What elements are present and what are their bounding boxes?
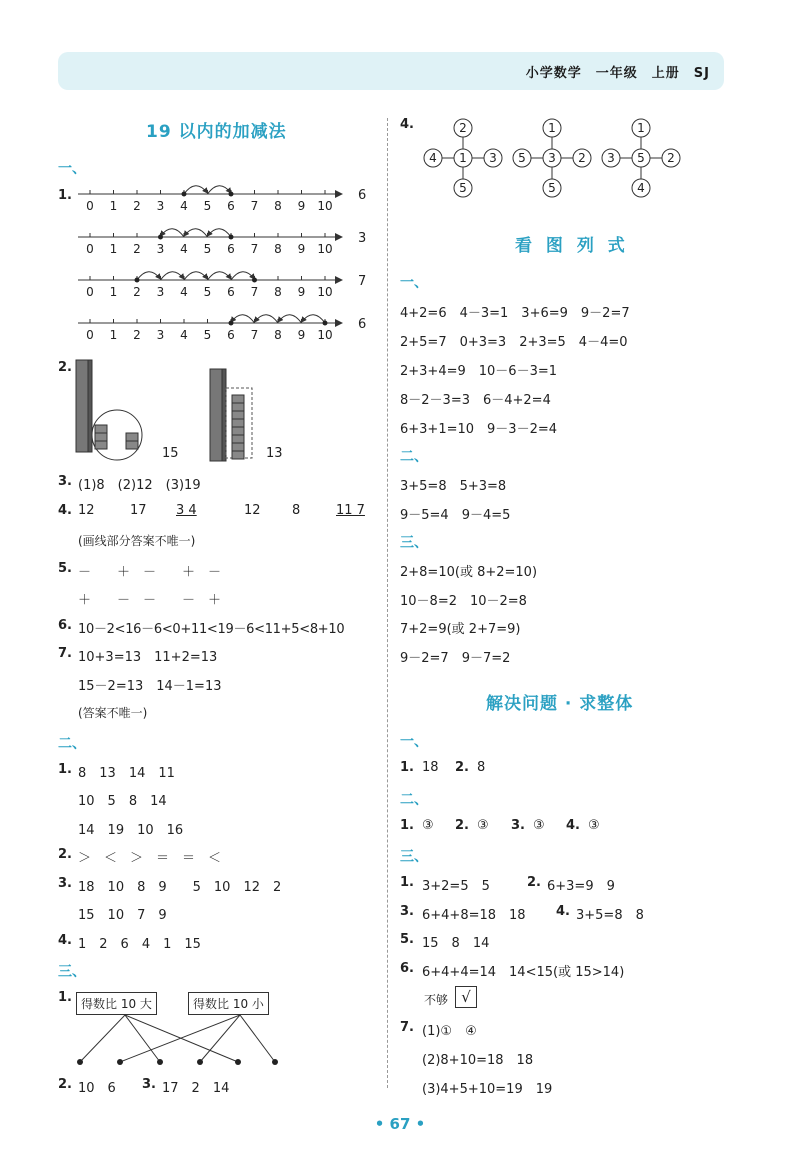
t3-l2-n1: 3. (400, 904, 414, 919)
puzzle-node-label: 2 (578, 151, 586, 165)
column-divider (387, 118, 388, 1088)
puzzle-node-label: 2 (667, 151, 675, 165)
tick-label: 1 (109, 285, 118, 299)
ten-rod-2 (210, 369, 222, 461)
tick-label: 6 (227, 242, 235, 256)
r-s3-line4: 9－2=7 9－7=2 (400, 651, 511, 666)
t3-s2-n3: 3. (511, 818, 525, 833)
p2-q2-number: 2. (58, 847, 72, 862)
tick-label: 1 (109, 199, 118, 213)
section-title-addition: 19 以内的加减法 (146, 122, 287, 142)
tick-label: 2 (133, 242, 141, 256)
t3-part-one-label: 一、 (400, 734, 428, 750)
number-lines (70, 178, 380, 348)
p2-q1-line1: 8 13 14 11 (78, 766, 175, 781)
r-s2-line1: 3+5=8 5+3=8 (400, 479, 507, 494)
tick-label: 9 (297, 328, 306, 342)
part-one-label: 一、 (58, 161, 86, 177)
tick-label: 0 (86, 328, 94, 342)
r-s3-line1: 2+8=10(或 8+2=10) (400, 565, 538, 580)
t3-l3-a1: 15 8 14 (422, 936, 490, 951)
section-title-whole: 解决问题 · 求整体 (486, 694, 634, 714)
q2-number: 2. (58, 360, 72, 375)
t3-l4-a1: 6+4+4=14 14<15(或 15>14) (422, 965, 625, 980)
puzzle-node-label: 5 (637, 151, 645, 165)
puzzle-node-label: 4 (429, 151, 437, 165)
tick-label: 3 (156, 242, 165, 256)
q7-number: 7. (58, 646, 72, 661)
tick-label: 9 (297, 285, 306, 299)
t3-l2-n2: 4. (556, 904, 570, 919)
section-title-picture-equations: 看 图 列 式 (515, 236, 629, 256)
tick-label: 1 (109, 328, 118, 342)
jump-arc (302, 315, 326, 323)
tick-label: 4 (180, 285, 188, 299)
matching-lines (70, 1012, 300, 1072)
jump-arc (208, 272, 232, 280)
tick-label: 10 (317, 285, 333, 299)
t3-s2-n2: 2. (455, 818, 469, 833)
not-enough-label: 不够 (424, 993, 449, 1007)
t3-l1-a1: 3+2=5 5 (422, 879, 490, 894)
tick-label: 4 (180, 328, 188, 342)
t3-l4-n1: 6. (400, 961, 414, 976)
r-part-three-label: 三、 (400, 535, 428, 551)
r-q4-number: 4. (400, 117, 414, 132)
box-less-than-10: 得数比 10 小 (188, 992, 269, 1015)
p2-q1-number: 1. (58, 762, 72, 777)
r-s1-line1: 4+2=6 4－3=1 3+6=9 9－2=7 (400, 306, 630, 321)
page-number: • 67 • (374, 1115, 426, 1133)
box-greater-than-10: 得数比 10 大 (76, 992, 157, 1015)
puzzle-node-label: 1 (637, 121, 645, 135)
q7-line1: 10+3=13 11+2=13 (78, 650, 218, 665)
q4-v4: 12 (244, 503, 261, 518)
tick-label: 0 (86, 242, 94, 256)
t3-part-three-label: 三、 (400, 849, 428, 865)
tick-label: 5 (203, 328, 212, 342)
tick-label: 2 (133, 285, 141, 299)
match-dot (157, 1059, 163, 1065)
tick-label: 5 (203, 242, 212, 256)
number-line-dot (229, 192, 234, 197)
t3-s2-n4: 4. (566, 818, 580, 833)
tick-label: 7 (250, 199, 259, 213)
t3-s2-a1: ③ (422, 818, 434, 833)
r-s1-line3: 2+3+4=9 10－6－3=1 (400, 364, 558, 379)
jump-arc (278, 315, 302, 323)
p2-q1-line3: 14 19 10 16 (78, 823, 184, 838)
number-line-dot (252, 278, 257, 283)
t3-s2-n1: 1. (400, 818, 414, 833)
match-dot (77, 1059, 83, 1065)
t3-l1-n1: 1. (400, 875, 414, 890)
t3-l3-n1: 5. (400, 932, 414, 947)
p2-q4-answer: 1 2 6 4 1 15 (78, 937, 201, 952)
tick-label: 1 (109, 242, 118, 256)
tick-label: 4 (180, 242, 188, 256)
t3-s1-n1: 1. (400, 760, 414, 775)
tick-label: 7 (250, 328, 259, 342)
tick-label: 6 (227, 328, 235, 342)
jump-arc (231, 272, 255, 280)
jump-arc (161, 272, 185, 280)
r-part-two-label: 二、 (400, 449, 428, 465)
t3-l2-a1: 6+4+8=18 18 (422, 908, 526, 923)
part-two-label: 二、 (58, 736, 86, 752)
jump-arc (184, 186, 208, 194)
r-s2-line2: 9－5=4 9－4=5 (400, 508, 511, 523)
number-line-dot (229, 321, 234, 326)
r-s3-line2: 10－8=2 10－2=8 (400, 594, 527, 609)
ten-rod-1 (76, 360, 88, 452)
t3-s2-a4: ③ (588, 818, 600, 833)
q4-number: 4. (58, 503, 72, 518)
circle-number-puzzles (418, 112, 700, 204)
t3-s1-n2: 2. (455, 760, 469, 775)
q5-number: 5. (58, 561, 72, 576)
p2-q2-answer: ＞ ＜ ＞ ＝ ＝ ＜ (78, 851, 222, 866)
tick-label: 2 (133, 328, 141, 342)
q3-answer: (1)8 (2)12 (3)19 (78, 478, 201, 493)
r-s1-line4: 8－2－3=3 6－4+2=4 (400, 393, 551, 408)
q1-answer-1: 6 (358, 188, 367, 203)
tick-label: 4 (180, 199, 188, 213)
tick-label: 6 (227, 199, 235, 213)
tick-label: 10 (317, 328, 333, 342)
t3-l6-n1: 7. (400, 1020, 414, 1035)
t3-l1-a2: 6+3=9 9 (547, 879, 615, 894)
part-three-label: 三、 (58, 964, 86, 980)
tick-label: 3 (156, 199, 165, 213)
jump-arc (137, 272, 161, 280)
tick-label: 9 (297, 242, 306, 256)
tick-label: 7 (250, 242, 259, 256)
match-dot (235, 1059, 241, 1065)
q1-answer-2: 3 (358, 231, 367, 246)
p3-q3-answer: 17 2 14 (162, 1081, 230, 1096)
q6-number: 6. (58, 618, 72, 633)
tick-label: 0 (86, 285, 94, 299)
tick-label: 10 (317, 199, 333, 213)
t3-l7: (2)8+10=18 18 (422, 1053, 534, 1068)
r-s1-line2: 2+5=7 0+3=3 2+3=5 4－4=0 (400, 335, 628, 350)
q4-v1: 12 (78, 503, 95, 518)
q4-v2: 17 (130, 503, 147, 518)
q2-answer-b: 13 (266, 446, 283, 461)
number-line-dot (323, 321, 328, 326)
jump-arc (161, 229, 185, 237)
r-s1-line5: 6+3+1=10 9－3－2=4 (400, 422, 558, 437)
puzzle-node-label: 3 (548, 151, 556, 165)
match-dot (272, 1059, 278, 1065)
tick-label: 3 (156, 285, 165, 299)
puzzle-node-label: 3 (607, 151, 615, 165)
number-line-dot (158, 235, 163, 240)
tick-label: 10 (317, 242, 333, 256)
p3-q2-number: 2. (58, 1077, 72, 1092)
q4-note: (画线部分答案不唯一) (78, 534, 196, 548)
q4-v6: 11 7 (336, 503, 365, 518)
puzzle-node-label: 1 (459, 151, 467, 165)
t3-l8: (3)4+5+10=19 19 (422, 1082, 553, 1097)
q7-line2: 15－2=13 14－1=13 (78, 679, 222, 694)
r-part-one-label: 一、 (400, 275, 428, 291)
checkmark-box: √ (455, 986, 477, 1008)
number-line-dot (135, 278, 140, 283)
puzzle-node-label: 1 (548, 121, 556, 135)
t3-s2-a2: ③ (477, 818, 489, 833)
tick-label: 8 (274, 285, 282, 299)
t3-l1-n2: 2. (527, 875, 541, 890)
jump-arc (184, 229, 208, 237)
q4-v3: 3 4 (176, 503, 197, 518)
q1-answer-4: 6 (358, 317, 367, 332)
q5-line1: － ＋ － ＋ － (78, 565, 222, 580)
tick-label: 2 (133, 199, 141, 213)
tick-label: 0 (86, 199, 94, 213)
puzzle-node-label: 5 (459, 181, 467, 195)
puzzle-node-label: 4 (637, 181, 645, 195)
p3-q3-number: 3. (142, 1077, 156, 1092)
r-s3-line3: 7+2=9(或 2+7=9) (400, 622, 521, 637)
p2-q3-number: 3. (58, 876, 72, 891)
p2-q4-number: 4. (58, 933, 72, 948)
q1-number: 1. (58, 188, 72, 203)
tick-label: 7 (250, 285, 259, 299)
t3-s1-a2: 8 (477, 760, 486, 775)
q4-v5: 8 (292, 503, 301, 518)
p2-q3-line2: 15 10 7 9 (78, 908, 167, 923)
q1-answer-3: 7 (358, 274, 367, 289)
jump-arc (184, 272, 208, 280)
p2-q3-line1: 18 10 8 9 5 10 12 2 (78, 880, 282, 895)
t3-part-two-label: 二、 (400, 792, 428, 808)
t3-l2-a2: 3+5=8 8 (576, 908, 644, 923)
jump-arc (231, 315, 255, 323)
q3-number: 3. (58, 474, 72, 489)
jump-arc (208, 186, 232, 194)
unit-block-group-1 (95, 425, 107, 449)
tick-label: 3 (156, 328, 165, 342)
tick-label: 5 (203, 199, 212, 213)
tick-label: 8 (274, 199, 282, 213)
header-title: 小学数学 一年级 上册 SJ (525, 66, 710, 81)
puzzle-node-label: 5 (518, 151, 526, 165)
match-dot (197, 1059, 203, 1065)
puzzle-node-label: 3 (489, 151, 497, 165)
tick-label: 8 (274, 242, 282, 256)
puzzle-node-label: 2 (459, 121, 467, 135)
t3-s1-a1: 18 (422, 760, 439, 775)
t3-s2-a3: ③ (533, 818, 545, 833)
q2-answer-a: 15 (162, 446, 179, 461)
number-line-dot (229, 235, 234, 240)
jump-arc (255, 315, 279, 323)
t3-l6-a1: (1)① ④ (422, 1024, 477, 1039)
p3-q1-number: 1. (58, 990, 72, 1005)
match-dot (117, 1059, 123, 1065)
p2-q1-line2: 10 5 8 14 (78, 794, 167, 809)
tick-label: 6 (227, 285, 235, 299)
q7-note: (答案不唯一) (78, 706, 148, 720)
q5-line2: ＋ － － － ＋ (78, 593, 222, 608)
jump-arc (208, 229, 232, 237)
puzzle-node-label: 5 (548, 181, 556, 195)
q6-answer: 10－2<16－6<0+11<19－6<11+5<8+10 (78, 622, 345, 637)
number-line-dot (182, 192, 187, 197)
tick-label: 9 (297, 199, 306, 213)
p3-q2-answer: 10 6 (78, 1081, 116, 1096)
tick-label: 8 (274, 328, 282, 342)
tick-label: 5 (203, 285, 212, 299)
